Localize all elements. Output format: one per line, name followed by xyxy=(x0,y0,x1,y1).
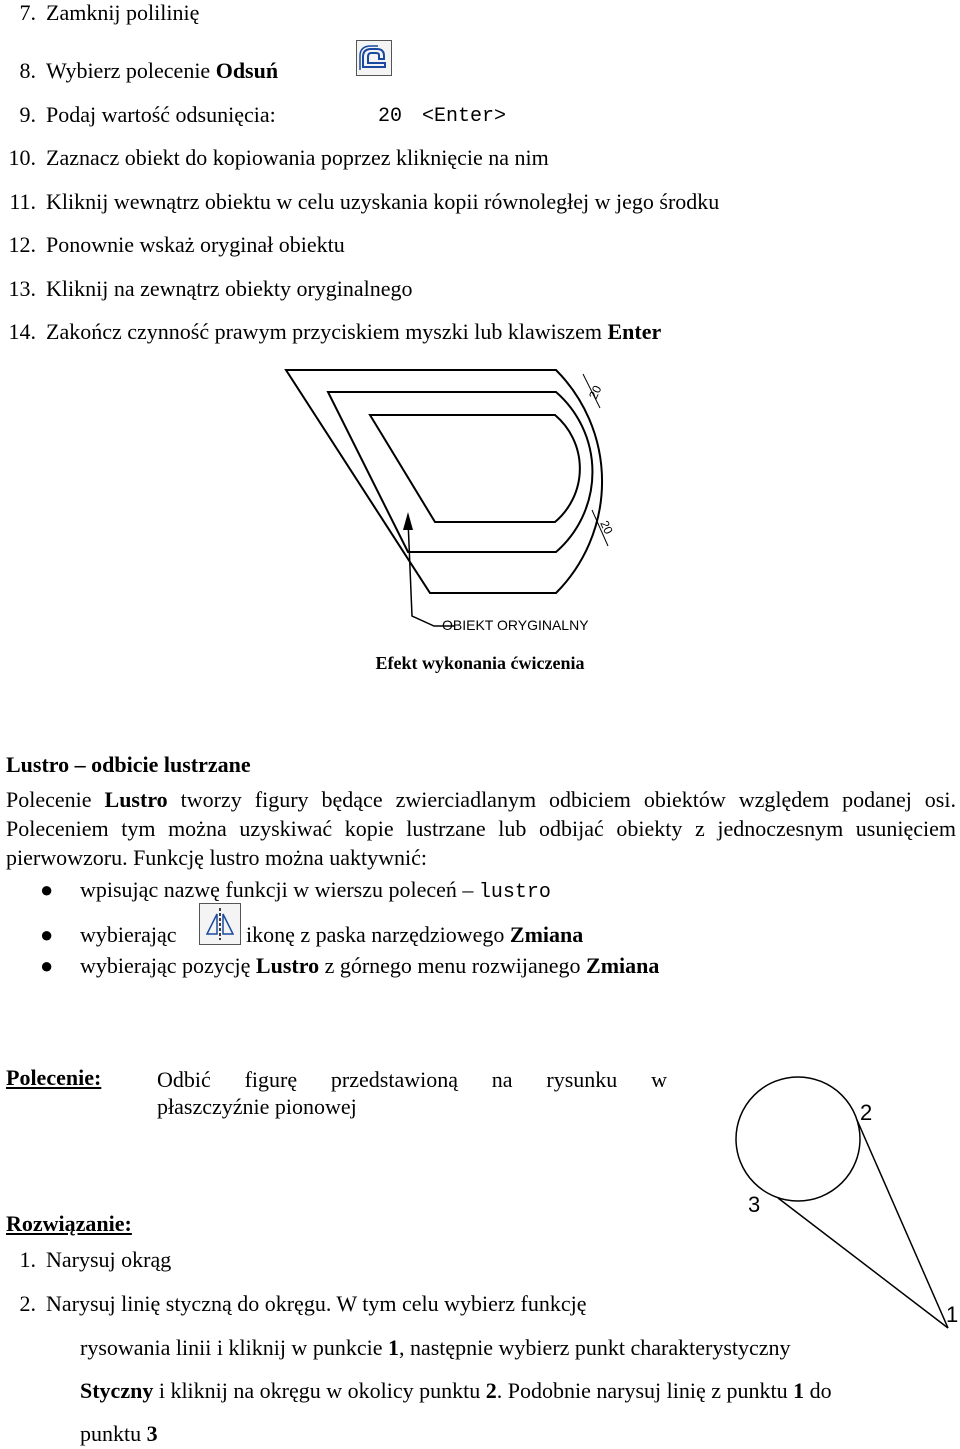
point-ref: 1 xyxy=(793,1378,805,1403)
step-number: 12. xyxy=(8,232,36,257)
original-object-label: OBIEKT ORYGINALNY xyxy=(442,617,589,633)
step-text: Narysuj linię styczną do okręgu. W tym celu wybierz funkcję xyxy=(46,1291,587,1316)
command-text: lustro xyxy=(478,881,551,904)
step-number: 13. xyxy=(8,276,36,301)
offset-icon xyxy=(357,41,391,75)
task-text-line2: płaszczyźnie pionowej xyxy=(157,1094,357,1119)
step-text: do xyxy=(804,1378,832,1403)
section-heading: Lustro – odbicie lustrzane xyxy=(6,752,251,777)
point-label-3: 3 xyxy=(748,1192,761,1217)
command-name: Lustro xyxy=(255,953,320,978)
mirror-icon xyxy=(200,904,240,944)
lustro-description xyxy=(6,785,956,872)
solution-step-2-line2 xyxy=(80,1335,791,1361)
step-number: 11. xyxy=(9,189,36,214)
task-label: Polecenie: xyxy=(6,1065,102,1090)
tangent-figure xyxy=(730,1070,958,1340)
step-text: Narysuj okrąg xyxy=(46,1247,172,1272)
menu-name: Zmiana xyxy=(509,922,584,947)
enter-key-hint: <Enter> xyxy=(422,105,507,128)
bullet-item-3 xyxy=(80,953,659,979)
bullet-text: wybierając xyxy=(80,922,177,947)
para-text: Polecenie xyxy=(6,787,105,812)
enter-key: Enter xyxy=(607,319,662,344)
menu-name: Zmiana xyxy=(586,953,660,978)
leader-line xyxy=(408,520,455,626)
bullet-text: wybierając pozycję xyxy=(80,953,256,978)
bullet-3: ● xyxy=(40,953,54,978)
step-text: i kliknij na okręgu w okolicy punktu xyxy=(153,1378,486,1403)
circle xyxy=(736,1077,860,1201)
dim-label-bottom: 20 xyxy=(597,518,616,537)
step-number: 1. xyxy=(19,1247,36,1272)
point-label-1: 1 xyxy=(946,1302,958,1327)
point-ref: 3 xyxy=(146,1421,158,1446)
bullet-item-2-rest xyxy=(246,922,583,948)
step-number: 8. xyxy=(19,58,36,83)
step-12 xyxy=(0,232,345,258)
offset-value xyxy=(378,105,506,128)
snap-name: Styczny xyxy=(80,1378,154,1403)
tangent-line-lower xyxy=(778,1198,948,1328)
step-text: Wybierz polecenie xyxy=(46,58,216,83)
step-9 xyxy=(0,102,276,128)
step-number: 9. xyxy=(19,102,36,127)
step-text: . Podobnie narysuj linię z punktu xyxy=(496,1378,794,1403)
step-number: 14. xyxy=(8,319,36,344)
step-11 xyxy=(0,189,719,215)
bullet-text: ikonę z paska narzędziowego xyxy=(246,922,510,947)
solution-step-2 xyxy=(0,1291,586,1317)
inner-offset-outline xyxy=(370,415,580,522)
step-text: Zaznacz obiekt do kopiowania poprzez kliknięcie na nim xyxy=(46,145,549,170)
tangent-line-upper xyxy=(857,1120,948,1328)
bullet-text: z górnego menu rozwijanego xyxy=(319,953,587,978)
step-text: Zamknij polilinię xyxy=(46,0,200,25)
bullet-text: wpisując nazwę funkcji w wierszu poleceń – xyxy=(80,877,479,902)
bullet-item-2 xyxy=(80,922,177,948)
step-text: Ponownie wskaż oryginał obiektu xyxy=(46,232,345,257)
solution-label: Rozwiązanie: xyxy=(6,1211,132,1236)
step-text: Podaj wartość odsunięcia: xyxy=(46,102,276,127)
para-text: tworzy figury będące zwierciadlanym odbiciem obiektów względem podanej osi. Poleceniem tym można uzyskiwać kopie lustrzane lub odbijać obiekty z jednoczesnym usunięciem pierwowzoru. Funkcję lustro można uaktywnić: xyxy=(6,787,956,870)
step-text: , następnie wybierz punkt charakterystyczny xyxy=(398,1335,791,1360)
step-10 xyxy=(0,145,549,171)
step-text: Kliknij wewnątrz obiektu w celu uzyskania kopii równoległej w jego środku xyxy=(46,189,720,214)
step-text: punktu xyxy=(80,1421,147,1446)
leader-arrow xyxy=(403,512,413,530)
point-ref: 1 xyxy=(387,1335,399,1360)
solution-step-2-line3 xyxy=(80,1378,832,1404)
step-7 xyxy=(0,0,199,26)
step-text: rysowania linii i kliknij w punkcie xyxy=(80,1335,388,1360)
offset-drawing xyxy=(270,360,670,650)
step-text: Kliknij na zewnątrz obiekty oryginalnego xyxy=(46,276,413,301)
step-text: Zakończ czynność prawym przyciskiem myszki lub klawiszem xyxy=(46,319,608,344)
solution-step-1 xyxy=(0,1247,171,1273)
point-ref: 2 xyxy=(485,1378,497,1403)
task-text-line1: Odbić figurę przedstawioną na rysunku w xyxy=(157,1067,667,1092)
mirror-tool-icon xyxy=(199,903,241,945)
step-8 xyxy=(0,58,278,84)
bullet-2: ● xyxy=(40,922,54,947)
bullet-1: ● xyxy=(40,877,54,902)
point-label-2: 2 xyxy=(860,1100,873,1125)
command-name: Odsuń xyxy=(215,58,279,83)
step-number: 7. xyxy=(19,0,36,25)
dim-label-top: 20 xyxy=(586,383,605,402)
step-14 xyxy=(0,319,661,345)
step-13 xyxy=(0,276,413,302)
command-name: Lustro xyxy=(104,787,168,812)
offset-number: 20 xyxy=(378,105,403,128)
figure-caption: Efekt wykonania ćwiczenia xyxy=(375,653,585,673)
step-number: 10. xyxy=(8,145,36,170)
solution-step-2-line4 xyxy=(80,1421,158,1447)
bullet-item-1 xyxy=(80,877,551,906)
step-number: 2. xyxy=(19,1291,36,1316)
offset-tool-icon xyxy=(356,40,392,76)
